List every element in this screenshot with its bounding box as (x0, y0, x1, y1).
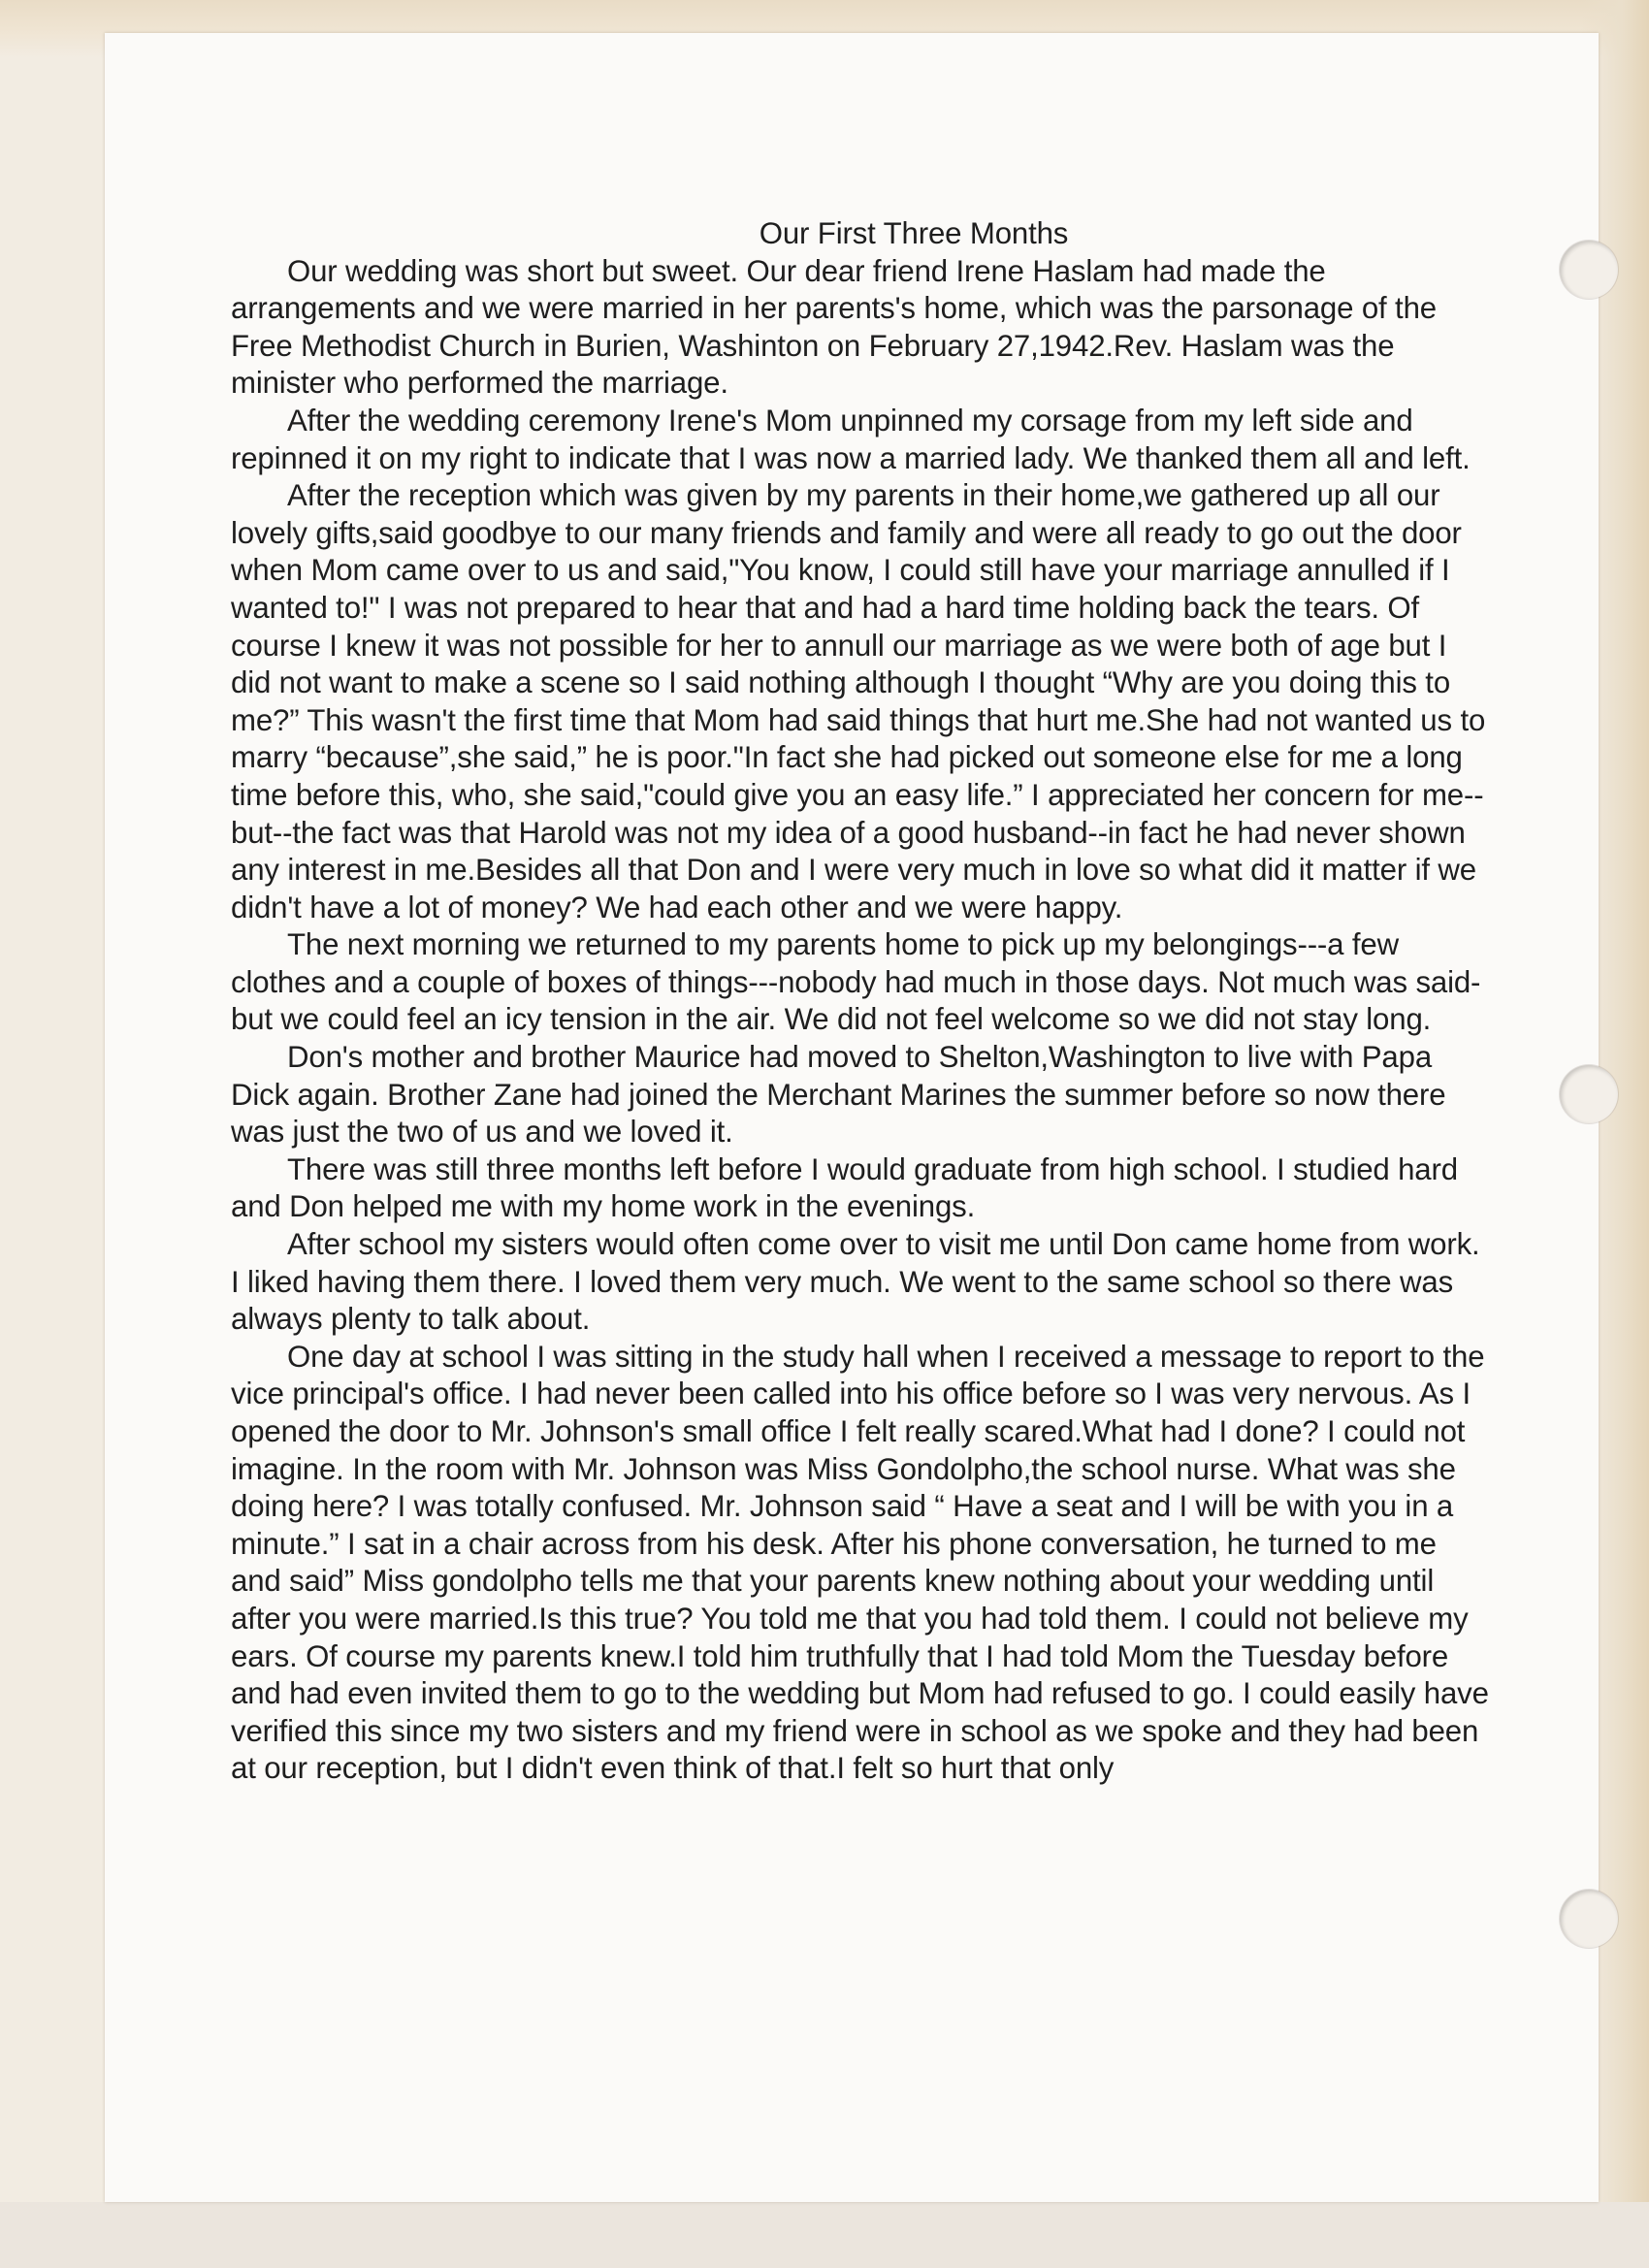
paragraph-sisters: After school my sisters would often come over to visit me until Don came home from work. I liked having them there. I loved them very much. We went to the same school so there was always plenty to talk about. (231, 1227, 1480, 1337)
paragraph-reception: After the reception which was given by my parents in their home,we gathered up all our lovely gifts,said goodbye to our many friends and family and were all ready to go out the door when Mom came over to us and said,"You know, I could still have your marriage annulled if I wanted to!" I was not prepared to hear that and had a hard time holding back the tears. Of course I knew it was not possible for her to annull our marriage as we were both of age but I did not want to make a scene so I said nothing although I thought “Why are you doing this to me?” This wasn't the first time that Mom had said things that hurt me.She had not wanted us to marry “because”,she said,” he is poor."In fact she had picked out someone else for me a long time before this, who, she said,"could give you an easy life.” I appreciated her concern for me--but--the fact was that Harold was not my idea of a good husband--in fact he had never shown any interest in me.Besides all that Don and I were very much in love so what did it matter if we didn't have a lot of money? We had each other and we were happy. (231, 478, 1486, 924)
paragraph-corsage: After the wedding ceremony Irene's Mom unpinned my corsage from my left side and repinned it on my right to indicate that I was now a married lady. We thanked them all and left. (231, 403, 1471, 475)
paragraph-wedding: Our wedding was short but sweet. Our dear friend Irene Haslam had made the arrangements and we were married in her parents's home, which was the parsonage of the Free Methodist Church in Burien, Washinton on February 27,1942.Rev. Haslam was the minister who performed the marriage. (231, 253, 1437, 401)
paragraph-vice-principal: One day at school I was sitting in the study hall when I received a message to report to the vice principal's office. I had never been called into his office before so I was very nervous. As I opened the door to Mr. Johnson's small office I felt really scared.What had I done? I could not imagine. In the room with Mr. Johnson was Miss Gondolpho,the school nurse. What was she doing here? I was totally confused. Mr. Johnson said “ Have a seat and I will be with you in a minute.” I sat in a chair across from his desk. After his phone conversation, he turned to me and said” Miss gondolpho tells me that your parents knew nothing about your wedding until after you were married.Is this true? You told me that you had told them. I could not believe my ears. Of course my parents knew.I told him truthfully that I had told Mom the Tuesday before and had even invited them to go to the wedding but Mom had refused to go. I could easily have verified this since my two sisters and my friend were in school as we spoke and they had been at our reception, but I didn't even think of that.I felt so hurt that only (231, 1339, 1489, 1786)
paragraph-next-morning: The next morning we returned to my parents home to pick up my belongings---a few clothes and a couple of boxes of things---nobody had much in those days. Not much was said-but we could feel an icy tension in the air. We did not feel welcome so we did not stay long. (231, 927, 1481, 1037)
scan-bottom-margin (0, 2202, 1649, 2268)
document-body (231, 215, 1492, 1788)
page-title: Our First Three Months (759, 216, 1069, 250)
punch-hole-top (1560, 241, 1618, 299)
punch-hole-bottom (1560, 1890, 1618, 1948)
punch-hole-middle (1560, 1065, 1618, 1123)
paragraph-graduation: There was still three months left before I would graduate from high school. I studied hard and Don helped me with my home work in the evenings. (231, 1151, 1458, 1224)
paragraph-family-moved: Don's mother and brother Maurice had moved to Shelton,Washington to live with Papa Dick again. Brother Zane had joined the Merchant Marines the summer before so now there was just the two of us and we loved it. (231, 1040, 1446, 1150)
